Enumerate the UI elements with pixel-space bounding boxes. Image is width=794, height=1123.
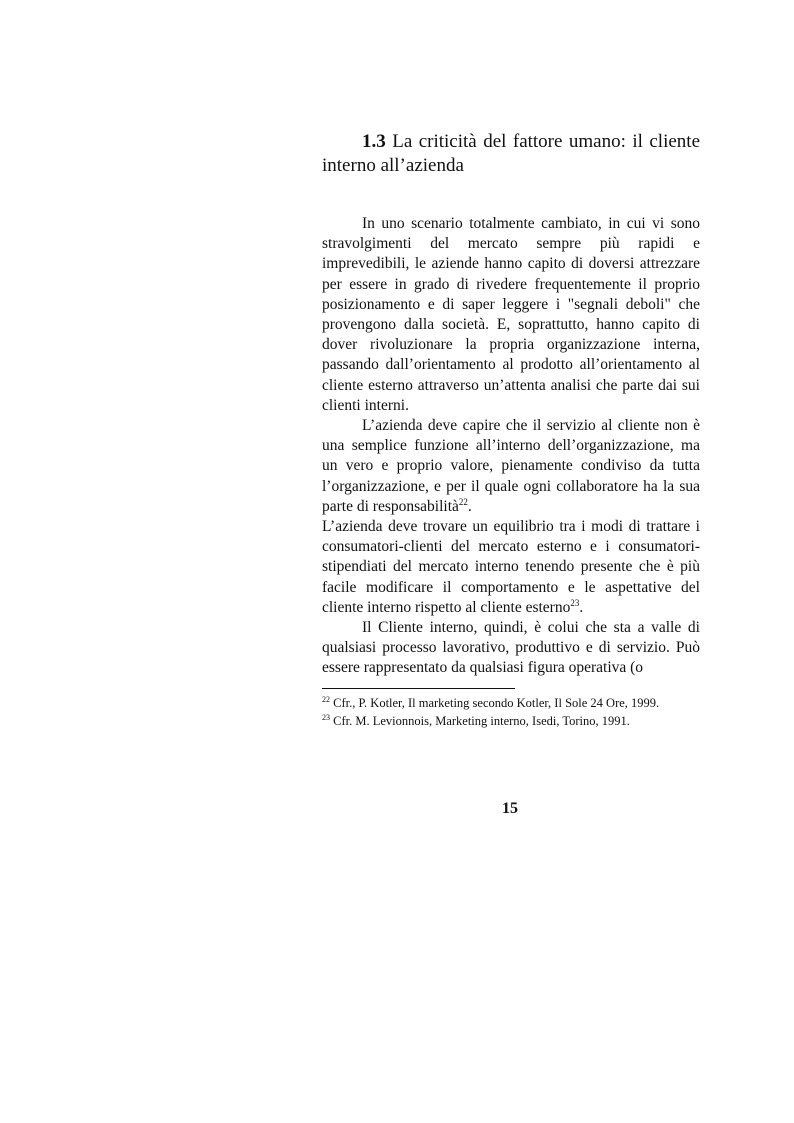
footnote-ref-22: 22 (458, 496, 468, 507)
footnotes (322, 694, 722, 730)
paragraph-1 (322, 214, 700, 416)
page-number: 15 (502, 800, 518, 817)
footnote-number: 23 (322, 713, 330, 722)
paragraph-4 (322, 618, 700, 679)
paragraph-end: . (467, 497, 472, 515)
paragraph-text: Il Cliente interno, quindi, è colui che sta a valle di qualsiasi processo lavorativo, produttivo e di servizio. Può essere rappresentato da qualsiasi figura operativa (o (322, 619, 700, 677)
paragraph-3 (322, 517, 700, 618)
paragraph-text: L’azienda deve trovare un equilibrio tra i modi di trattare i consumatori-clienti del mercato esterno e i consumatori-stipendiati del mercato interno tenendo presente che è più facile modificare il comportamento e le aspettative del cliente interno rispetto al cliente esterno (322, 518, 700, 616)
paragraph-end: . (579, 598, 584, 616)
footnote-23 (322, 712, 722, 730)
section-number: 1.3 (362, 131, 386, 152)
footnote-ref-23: 23 (570, 597, 580, 608)
footnote-22 (322, 694, 722, 712)
body-text (322, 214, 700, 679)
paragraph-text: In uno scenario totalmente cambiato, in cui vi sono stravolgimenti del mercato sempre più rapidi e imprevedibili, le aziende hanno capito di doversi attrezzare per essere in grado di rivedere frequentemente il proprio posizionamento e di saper leggere i "segnali deboli" che provengono dalla società. E, soprattutto, hanno capito di dover rivoluzionare la propria organizzazione interna, passando dall’orientamento al prodotto all’orientamento al cliente esterno attraverso un’attenta analisi che parte dai sui clienti interni. (322, 215, 700, 414)
paragraph-text: L’azienda deve capire che il servizio al cliente non è una semplice funzione all’interno dell’organizzazione, ma un vero e proprio valore, pienamente condiviso da tutta l’organizzazione, e per il quale ogni collaboratore ha la sua parte di responsabilità (322, 417, 700, 515)
footnote-text: Cfr., P. Kotler, Il marketing secondo Kotler, Il Sole 24 Ore, 1999. (333, 696, 660, 710)
paragraph-2 (322, 416, 700, 517)
footnote-number: 22 (322, 695, 330, 704)
section-title: La criticità del fattore umano: il cliente interno all’azienda (322, 131, 700, 176)
footnote-text: Cfr. M. Levionnois, Marketing interno, Isedi, Torino, 1991. (333, 714, 630, 728)
section-heading (322, 130, 700, 178)
footnote-separator (322, 688, 515, 689)
